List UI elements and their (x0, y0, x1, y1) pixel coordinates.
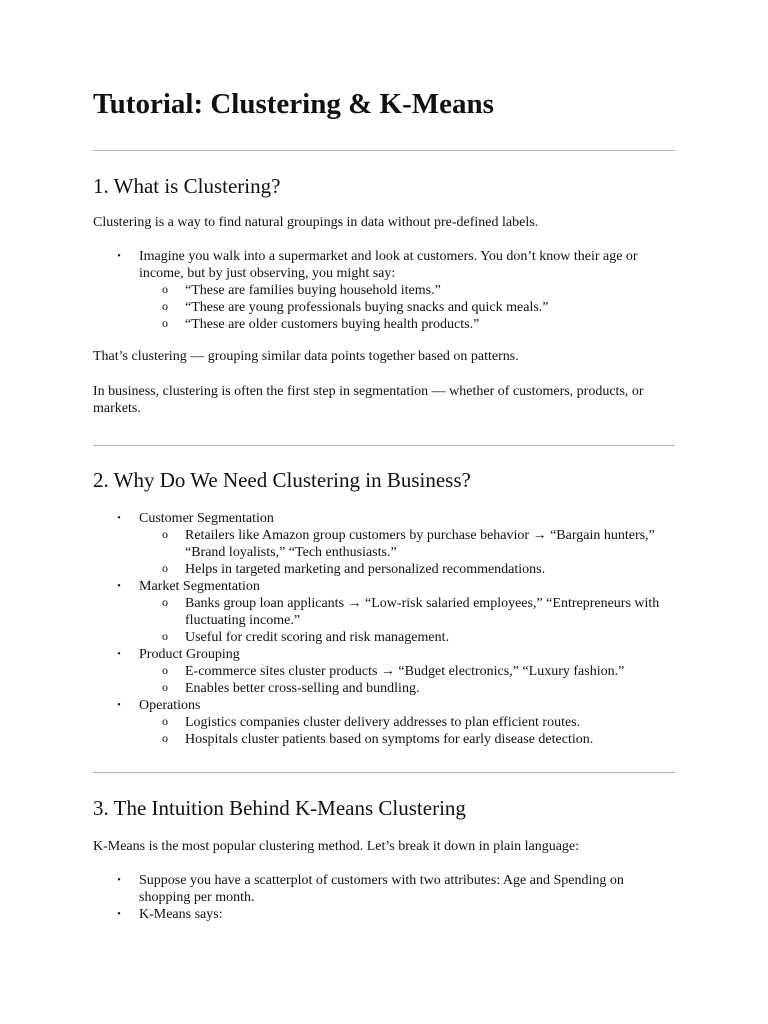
sub-bullet-icon: o (162, 299, 168, 313)
bullet-icon: • (117, 513, 121, 524)
sub-item-text: “These are young professionals buying snacks and quick meals.” (185, 300, 549, 315)
section-2-heading: 2. Why Do We Need Clustering in Business? (93, 468, 471, 492)
sub-bullet-icon: o (162, 680, 168, 694)
item-text: K-Means says: (139, 907, 223, 922)
sub-item-text: E-commerce sites cluster products → “Budget electronics,” “Luxury fashion.” (185, 664, 625, 679)
sub-list-item (93, 561, 675, 578)
sub-bullet-icon: o (162, 595, 168, 609)
sub-bullet-icon: o (162, 731, 168, 745)
s1-intro: Clustering is a way to find natural groupings in data without pre-defined labels. (93, 215, 539, 230)
sub-item-text: Hospitals cluster patients based on symptoms for early disease detection. (185, 732, 594, 747)
divider (93, 150, 675, 151)
sub-list-item (93, 299, 675, 316)
sub-list-item (93, 282, 675, 299)
sub-item-text: “These are families buying household items.” (185, 283, 441, 298)
sub-item-text: Retailers like Amazon group customers by purchase behavior → “Bargain hunters,” “Brand loyalists,” “Tech enthusiasts.” (185, 528, 655, 560)
divider (93, 772, 675, 773)
sub-list-item (93, 663, 675, 680)
bullet-icon: • (117, 581, 121, 592)
list-item (93, 906, 675, 923)
sub-item-text: Logistics companies cluster delivery addresses to plan efficient routes. (185, 715, 581, 730)
bullet-icon: • (117, 251, 121, 262)
section-3-heading: 3. The Intuition Behind K-Means Clustering (93, 796, 466, 820)
sub-item-text: “These are older customers buying health products.” (185, 317, 480, 332)
list-item (93, 248, 675, 282)
s1-paragraph: In business, clustering is often the first step in segmentation — whether of customers, products, or markets. (93, 384, 644, 416)
sub-list-item (93, 316, 675, 333)
sub-item-text: Helps in targeted marketing and personalized recommendations. (185, 562, 546, 577)
sub-list-item (93, 595, 675, 629)
bullet-icon: • (117, 700, 121, 711)
list-item (93, 697, 675, 714)
list-item (93, 510, 675, 527)
s1-paragraph: That’s clustering — grouping similar data points together based on patterns. (93, 349, 519, 364)
sub-list-item (93, 714, 675, 731)
list-item (93, 578, 675, 595)
sub-bullet-icon: o (162, 316, 168, 330)
sub-bullet-icon: o (162, 527, 168, 541)
sub-bullet-icon: o (162, 714, 168, 728)
item-label: Product Grouping (139, 647, 240, 662)
sub-item-text: Banks group loan applicants → “Low-risk salaried employees,” “Entrepreneurs with fluctuating income.” (185, 596, 660, 628)
s2-list (93, 510, 675, 748)
document-title: Tutorial: Clustering & K-Means (93, 88, 494, 120)
item-label: Operations (139, 698, 201, 713)
sub-bullet-icon: o (162, 663, 168, 677)
s3-list (93, 872, 675, 923)
item-text: Suppose you have a scatterplot of customers with two attributes: Age and Spending on shopping per month. (139, 873, 624, 905)
sub-list-item (93, 629, 675, 646)
bullet-icon: • (117, 909, 121, 920)
list-item (93, 872, 675, 906)
sub-bullet-icon: o (162, 561, 168, 575)
divider (93, 445, 675, 446)
bullet-icon: • (117, 649, 121, 660)
bullet-icon: • (117, 875, 121, 886)
section-1-heading: 1. What is Clustering? (93, 174, 281, 198)
list-item (93, 646, 675, 663)
sub-list-item (93, 680, 675, 697)
sub-bullet-icon: o (162, 282, 168, 296)
s3-intro: K-Means is the most popular clustering method. Let’s break it down in plain language: (93, 839, 580, 854)
sub-item-text: Enables better cross-selling and bundling. (185, 681, 420, 696)
s1-list (93, 248, 675, 333)
item-label: Market Segmentation (139, 579, 260, 594)
sub-list-item (93, 527, 675, 561)
sub-list-item (93, 731, 675, 748)
item-label: Customer Segmentation (139, 511, 274, 526)
sub-item-text: Useful for credit scoring and risk management. (185, 630, 449, 645)
sub-bullet-icon: o (162, 629, 168, 643)
s1-bullet-text: Imagine you walk into a supermarket and look at customers. You don’t know their age or income, but by just observing, you might say: (139, 249, 638, 281)
